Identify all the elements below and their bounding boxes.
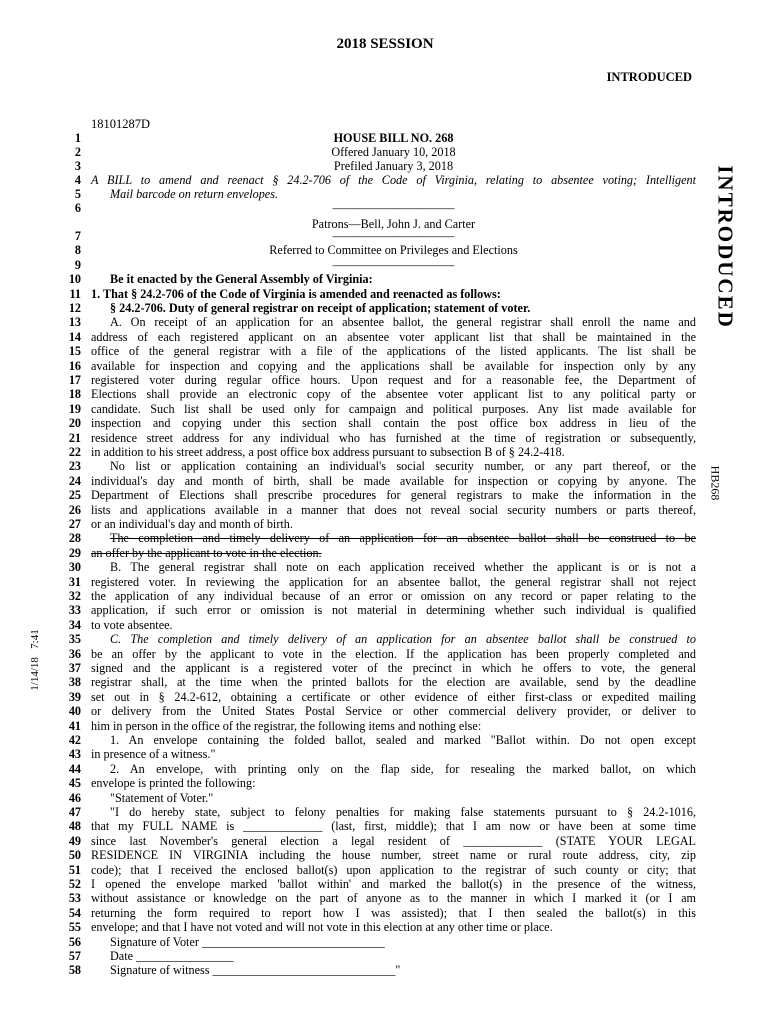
bill-line [60,805,700,819]
bill-line [60,272,700,286]
bill-line [60,488,700,502]
line-text: I opened the envelope marked 'ballot within' and marked the ballot(s) in the presence of the witness, [91,877,696,891]
line-number: 7 [74,229,81,243]
line-text: or delivery from the United States Postal Service or other commercial delivery provider, or deliver to [91,704,696,719]
bill-line [60,891,700,905]
line-number: 16 [68,358,81,373]
line-number: 5 [74,187,81,201]
bill-line [60,675,700,689]
line-text: Signature of witness ______________________________" [110,963,401,978]
bill-line [60,201,700,215]
line-text: Be it enacted by the General Assembly of Virginia: [110,272,373,287]
line-text: address of each registered applicant on an absentee voter applicant list that shall be maintained in the [91,329,696,344]
line-text: to vote absentee. [91,617,173,632]
line-text: Signature of Voter ______________________________ [110,934,385,949]
line-number: 9 [74,257,81,272]
line-number: 26 [68,502,81,517]
line-text: since last November's general election a legal resident of _____________ (STATE YOUR LEGAL [91,833,696,848]
line-number: 56 [68,934,81,949]
line-number: 43 [68,747,81,762]
line-number: 40 [68,704,81,719]
side-date-time [20,615,50,705]
line-text: returning the form required to report how I was assisted); that I then sealed the ballot(s) in this [91,905,696,920]
line-number: 45 [68,776,81,791]
line-number: 21 [68,430,81,445]
bill-line [60,848,700,862]
bill-line [60,661,700,675]
line-number: 22 [68,445,81,459]
line-number: 57 [68,949,81,963]
bill-line [60,935,700,949]
line-text: —————————— [332,201,455,215]
bill-line [60,575,700,589]
line-number: 31 [68,574,81,589]
line-number: 50 [68,848,81,863]
line-number: 23 [68,459,81,474]
line-text: —————————— [332,229,455,243]
bill-line [60,834,700,848]
line-number: 58 [68,963,81,978]
bill-line [60,762,700,776]
line-text: 1. An envelope containing the folded ballot, sealed and marked "Ballot within. Do not open except [110,733,696,747]
line-number: 36 [68,646,81,661]
bill-line [60,131,700,145]
bill-line [60,906,700,920]
bill-line [60,315,700,329]
line-text: envelope is printed the following: [91,776,256,791]
bill-line [60,517,700,531]
bill-line [60,791,700,805]
line-number: 53 [68,891,81,906]
bill-line [60,173,700,187]
line-number: 3 [74,159,81,173]
line-number: 29 [68,545,81,560]
line-number: 54 [68,905,81,920]
line-number: 39 [68,689,81,704]
bill-line [60,402,700,416]
line-number: 55 [68,920,81,935]
bill-line [60,373,700,387]
bill-line [60,431,700,445]
line-text: set out in § 24.2-612, obtaining a certificate or other evidence of either first-class or expedited mailing [91,689,696,704]
bill-line [60,704,700,718]
line-text: "I do hereby state, subject to felony penalties for making false statements pursuant to § 24.2-1016, [110,805,696,819]
line-number: 15 [68,344,81,359]
session-heading: 2018 SESSION [336,36,434,52]
line-text: RESIDENCE IN VIRGINIA including the house number, street name or rural route address, city, zip [91,848,696,863]
line-number: 13 [68,315,81,330]
side-date-time-text: 1/14/18 7:41 [29,629,41,691]
side-bill-code [700,453,730,513]
line-number: 51 [68,862,81,877]
line-number: 19 [68,401,81,416]
side-introduced-text: INTRODUCED [713,165,738,329]
line-number: 8 [74,243,81,258]
bill-line [60,618,700,632]
line-number: 38 [68,675,81,690]
line-text: Department of Elections shall prescribe procedures for general registrars to make the information in the [91,488,696,503]
line-text: The completion and timely delivery of an application for an absentee ballot shall be construed to be [110,531,696,546]
line-number: 41 [68,718,81,733]
line-number: 52 [68,877,81,891]
line-number: 17 [68,373,81,387]
bill-line [60,187,700,201]
line-text: code); that I received the enclosed ballot(s) upon application to the registrar of such county or city; that [91,862,696,877]
line-number: 33 [68,603,81,618]
bill-line [60,603,700,617]
line-text: candidate. Such list shall be used only for campaign and political purposes. Any list made available for [91,401,696,416]
line-text: —————————— [332,257,455,272]
bill-line [60,920,700,934]
line-number: 37 [68,661,81,675]
bill-line [60,733,700,747]
bill-line [60,949,700,963]
bill-line [60,243,700,257]
line-number: 25 [68,488,81,503]
line-text: without assistance or knowledge on the part of anyone as to the manner in which I marked it (or I am [91,891,696,906]
line-text: him in person in the office of the registrar, the following items and nothing else: [91,718,482,733]
line-text: C. The completion and timely delivery of an application for an absentee ballot shall be construed to [110,632,696,647]
line-number: 27 [68,517,81,531]
line-text: Prefiled January 3, 2018 [333,159,454,173]
line-text: available for inspection and copying and the applications shall be available for inspection only by any [91,358,696,373]
line-number: 10 [68,272,81,287]
line-text: office of the general registrar with a file of the applications of the listed applicants. The list shall be [91,344,696,359]
bill-line [60,531,700,545]
line-text: registered voter during regular office hours. Upon request and for a reasonable fee, the Department of [91,373,696,387]
line-number: 18 [68,387,81,402]
side-introduced-stamp [697,132,753,362]
line-text: § 24.2-706. Duty of general registrar on receipt of application; statement of voter. [110,301,531,315]
line-number: 14 [68,329,81,344]
line-text: signed and the applicant is a registered voter of the precinct in which he offers to vote, the general [91,661,696,675]
bill-line [60,344,700,358]
line-number: 6 [74,201,81,215]
line-text: Mail barcode on return envelopes. [110,187,278,201]
line-text: Elections shall provide an electronic copy of the absentee voter applicant list to any political party or [91,387,696,402]
line-text: lists and applications available in a manner that does not reveal social security numbers or parts thereof, [91,502,696,517]
bill-line [60,287,700,301]
line-number: 49 [68,833,81,848]
bill-line [60,229,700,243]
line-number: 34 [68,617,81,632]
line-number: 2 [74,145,81,159]
line-number: 28 [68,531,81,546]
line-number: 24 [68,473,81,488]
bill-line [60,560,700,574]
line-text: A BILL to amend and reenact § 24.2-706 of the Code of Virginia, relating to absentee voting; Intelligent [91,173,696,187]
line-number: 47 [68,805,81,819]
bill-line [60,503,700,517]
bill-line [60,819,700,833]
bill-line [60,330,700,344]
line-number: 46 [68,790,81,805]
bill-line [60,145,700,159]
bill-line [60,632,700,646]
line-number: 11 [69,286,81,301]
bill-line [60,963,700,977]
line-text: B. The general registrar shall note on each application received whether the applicant is or is not a [110,560,696,575]
line-text: in addition to his street address, a post office box address pursuant to subsection B of § 24.2-418. [91,445,565,459]
bill-line [60,459,700,473]
bill-line [60,416,700,430]
bill-line [60,159,700,173]
line-number: 1 [74,131,81,145]
bill-line [60,387,700,401]
bill-line [60,747,700,761]
line-number: 48 [68,819,81,834]
line-number: 44 [68,761,81,776]
bill-line [60,546,700,560]
line-text: registered voter. In reviewing the application for an absentee ballot, the general registrar shall not reject [91,574,696,589]
line-number: 30 [68,560,81,575]
line-text: in presence of a witness." [91,747,216,762]
line-text: an offer by the applicant to vote in the election. [91,545,322,560]
bill-line [60,719,700,733]
line-text: Date ________________ [110,949,234,963]
line-text: inspection and copying under this section shall contain the post office box address in lieu of the [91,416,696,431]
line-text: HOUSE BILL NO. 268 [333,131,454,145]
line-number: 12 [68,301,81,315]
bill-line [60,258,700,272]
line-text: "Statement of Voter." [110,790,214,805]
bill-line [60,359,700,373]
bill-line [60,776,700,790]
line-text: 2. An envelope, with printing only on the flap side, for resealing the marked ballot, on which [110,761,696,776]
line-text: A. On receipt of an application for an absentee ballot, the general registrar shall enroll the name and [110,315,696,330]
line-text: Offered January 10, 2018 [331,145,456,159]
side-bill-code-text: HB268 [708,465,723,501]
bill-line [60,474,700,488]
line-number: 32 [68,589,81,603]
line-text: or an individual's day and month of birth. [91,517,293,531]
line-text: Patrons—Bell, John J. and Carter [311,217,476,231]
line-text: No list or application containing an individual's social security number, or any part thereof, or the [110,459,696,474]
line-text: individual's day and month of birth, shall be made available for inspection or copying by anyone. The [91,473,696,488]
bill-line [60,877,700,891]
line-text: Referred to Committee on Privileges and Elections [269,243,518,258]
line-number: 20 [68,416,81,431]
line-text: residence street address for any individual who has furnished at the time of registration or subsequently, [91,430,696,445]
line-text: that my FULL NAME is _____________ (last, first, middle); that I am now or have been at some time [91,819,696,834]
bill-line [60,445,700,459]
line-number: 4 [74,173,81,187]
line-number: 42 [68,733,81,747]
bill-line [60,863,700,877]
line-text: the application of any individual because of an error or omission on any record or paper relating to the [91,589,696,603]
line-text: be an offer by the applicant to vote in the election. If the application has been properly completed and [91,646,696,661]
bill-line [60,301,700,315]
document-id: 18101287D [91,117,151,131]
line-text: 1. That § 24.2-706 of the Code of Virginia is amended and reenacted as follows: [91,286,501,301]
status-heading: INTRODUCED [606,70,692,84]
line-text: registrar shall, at the time when the printed ballots for the election are available, send by the deadline [91,675,696,690]
line-number: 35 [68,632,81,647]
bill-line [60,589,700,603]
bill-line [60,647,700,661]
line-text: application, if such error or omission is not material in determining whether such individual is qualified [91,603,696,618]
line-text: envelope; and that I have not voted and will not vote in this election at any other time or place. [91,920,553,935]
bill-line [60,690,700,704]
